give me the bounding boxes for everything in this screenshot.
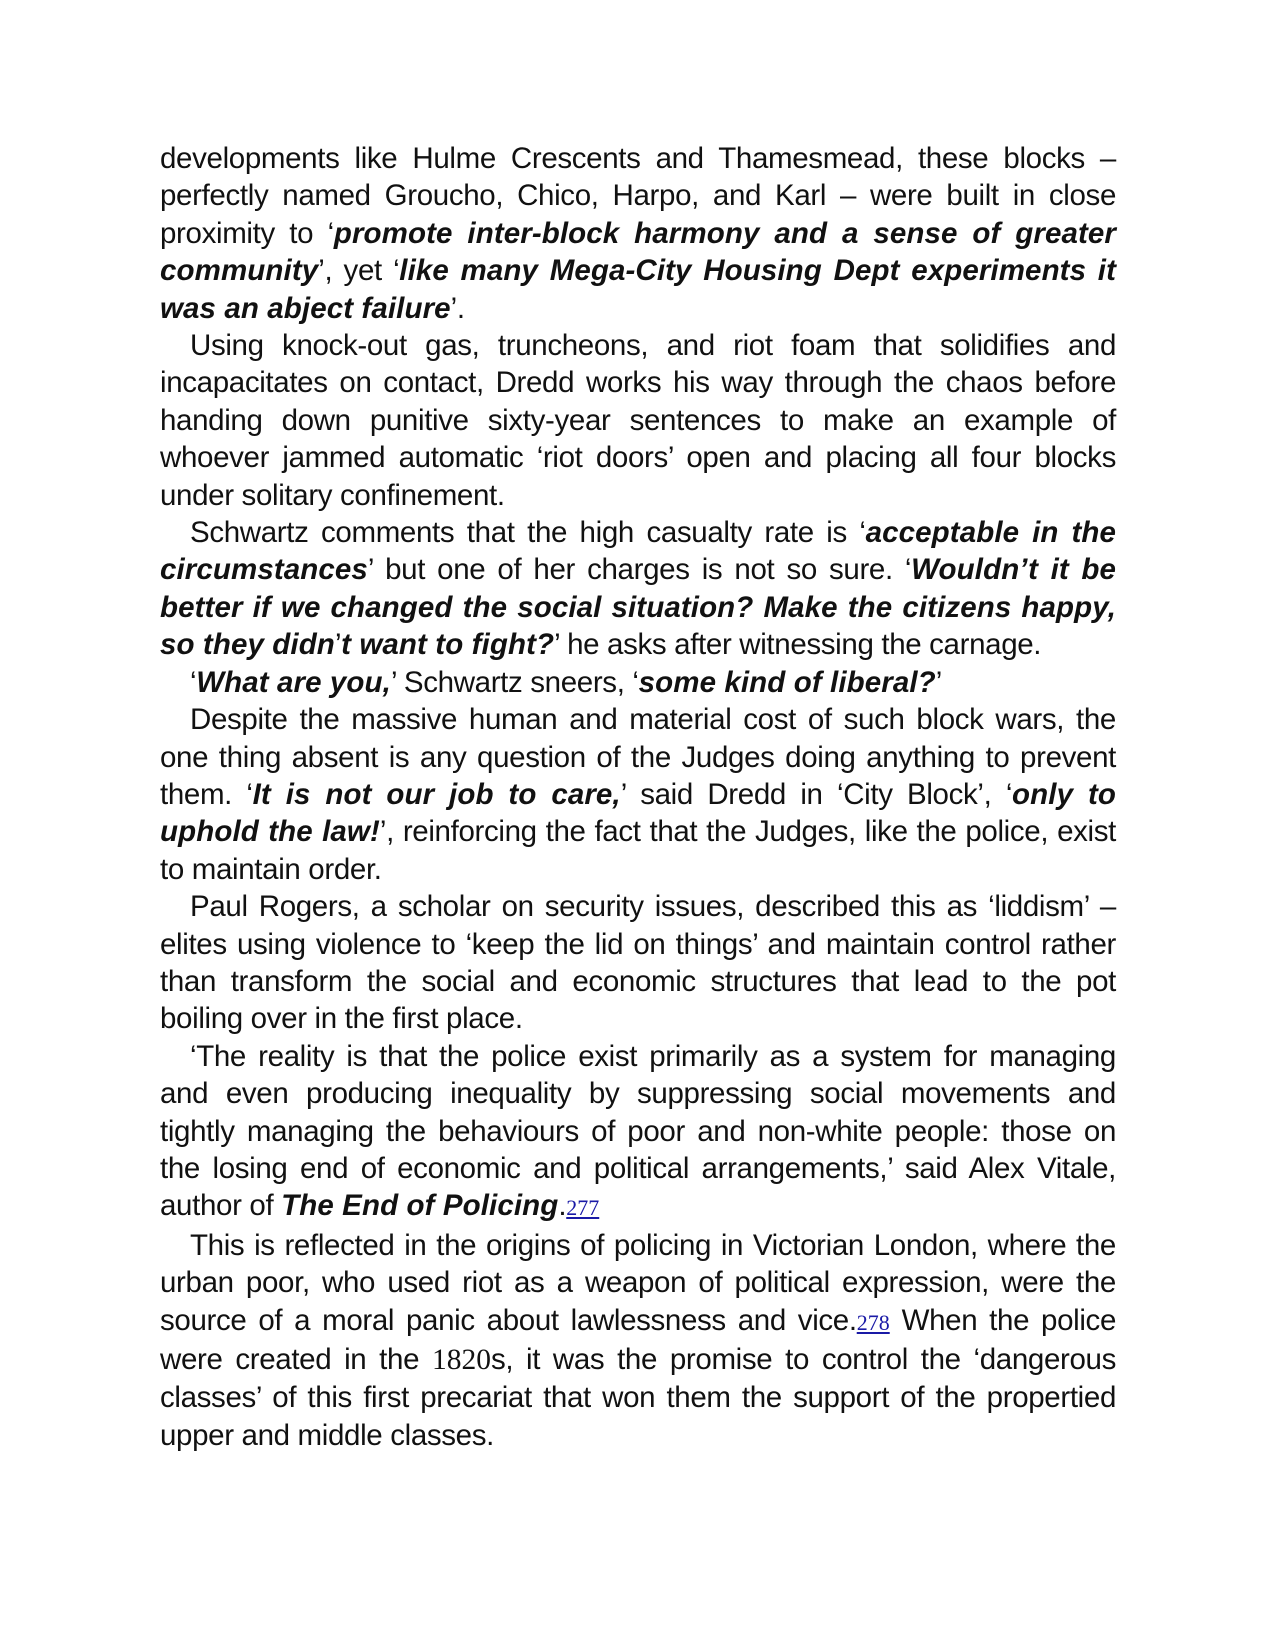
paragraph-4 — [160, 664, 1116, 701]
text: Despite the massive human and material cost of such block wars, the one thing absent is any question of the Judges doing anything to prevent them. ‘ — [160, 703, 1116, 811]
text: When the police were created in the — [160, 1303, 1117, 1376]
text: ’ Schwartz sneers, ‘ — [390, 665, 639, 699]
text: ’, reinforcing the fact that the Judges, like the police, exist to maintain order. — [160, 815, 1116, 886]
footnote-link-278[interactable]: 278 — [856, 1309, 890, 1335]
text: Using knock-out gas, truncheons, and riot foam that solidifies and incapacitates on contact, Dredd works his way through the chaos before handing down punitive sixty-year sentences to make an example of whoever jammed automatic ‘riot doors’ open and placing all four blocks under solitary confinement. — [160, 329, 1116, 512]
text: s, it was the promise to control the ‘dangerous classes’ of this first precariat that won them the support of the propertied upper and middle classes. — [160, 1343, 1116, 1452]
quote-emphasis: some kind of liberal? — [638, 665, 936, 699]
text: This is reflected in the origins of policing in Victorian London, where the urban poor, who used riot as a weapon of political expression, were the source of a moral panic about lawlessness and vice. — [160, 1228, 1116, 1337]
quote-emphasis: It is not our job to care, — [252, 777, 621, 811]
text: ’ — [935, 665, 942, 699]
paragraph-6 — [160, 888, 1116, 1038]
paragraph-8 — [160, 1227, 1116, 1454]
text: ‘The reality is that the police exist primarily as a system for managing and even producing inequality by suppressing social movements and tightly managing the behaviours of poor and non-white people: those on the losing end of economic and political arrangements,’ said Alex Vitale, author of — [160, 1039, 1116, 1223]
text: Paul Rogers, a scholar on security issues, described this as ‘liddism’ – elites using violence to ‘keep the lid on things’ and maintain control rather than transform the social and economic structures that lead to the pot boiling over in the first place. — [160, 890, 1116, 1036]
text: ’. — [450, 291, 465, 325]
page-body — [160, 140, 1116, 1454]
paragraph-7 — [160, 1038, 1116, 1227]
paragraph-5 — [160, 701, 1116, 888]
quote-emphasis: t want to fight? — [341, 628, 555, 662]
text: ’, yet ‘ — [318, 254, 400, 288]
text: ’ — [334, 628, 342, 662]
quote-emphasis: only to uphold the law! — [160, 777, 1116, 849]
quote-emphasis: promote inter-block harmony and a sense of greater community — [160, 216, 1116, 288]
book-title: The End of Policing — [281, 1189, 559, 1223]
quote-emphasis: like many Mega-City Housing Dept experiments it was an abject failure — [160, 254, 1117, 325]
footnote-link-277[interactable]: 277 — [566, 1195, 600, 1221]
year: 1820 — [431, 1344, 491, 1376]
text: . — [558, 1189, 567, 1223]
text: Schwartz comments that the high casualty rate is ‘ — [190, 516, 866, 550]
paragraph-3 — [160, 514, 1116, 664]
text: ’ he asks after witnessing the carnage. — [554, 628, 1042, 662]
text: ’ but one of her charges is not so sure. ‘ — [367, 553, 912, 587]
text: ’ said Dredd in ‘City Block’, ‘ — [620, 777, 1013, 811]
paragraph-2 — [160, 327, 1116, 514]
text: developments like Hulme Crescents and Thamesmead, these blocks – perfectly named Groucho, Chico, Harpo, and Karl – were built in close proximity to ‘ — [160, 142, 1116, 250]
paragraph-1 — [160, 140, 1116, 327]
quote-emphasis: What are you, — [196, 665, 391, 699]
quote-emphasis: acceptable in the circumstances — [160, 516, 1116, 587]
text: ‘ — [190, 665, 197, 699]
quote-emphasis: Wouldn’t it be better if we changed the social situation? Make the citizens happy, so they didn — [160, 553, 1116, 662]
